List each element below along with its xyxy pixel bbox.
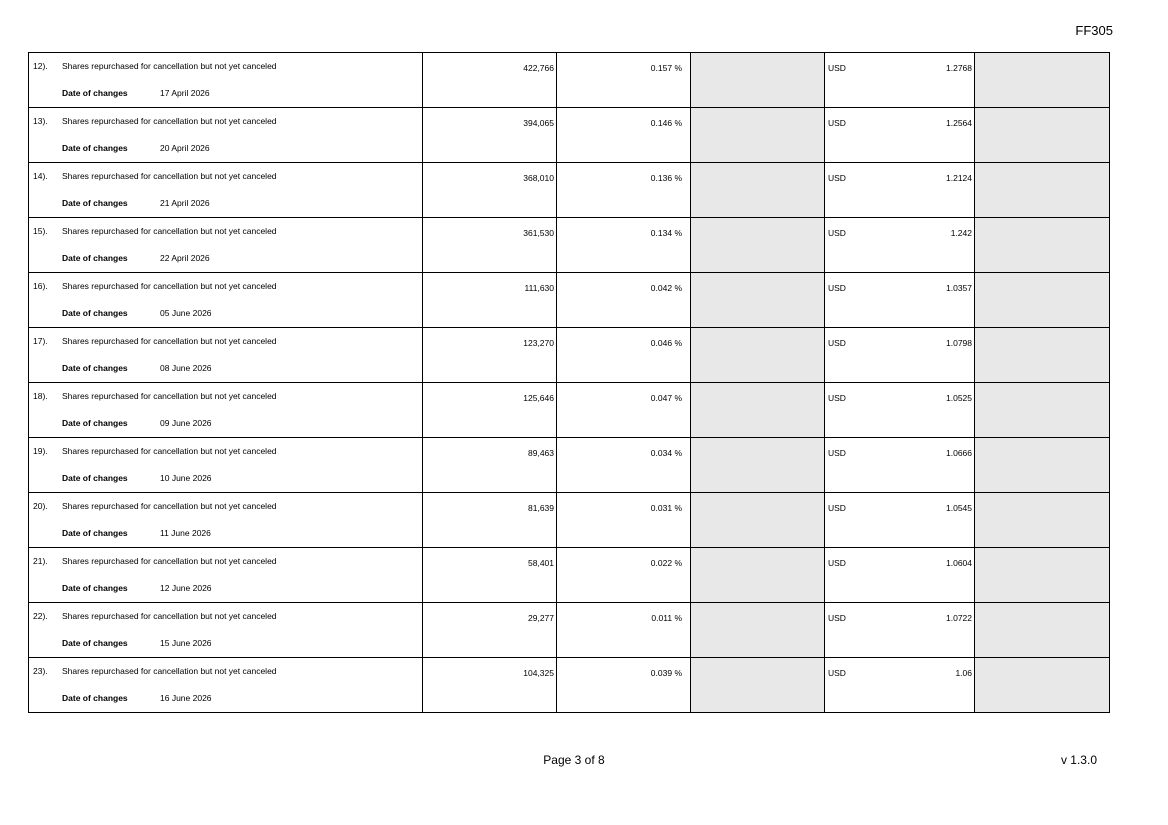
table-row xyxy=(29,658,1110,713)
row-number: 23). xyxy=(33,666,48,676)
shares-cell xyxy=(423,658,557,712)
shaded-cell xyxy=(691,548,825,602)
currency-value: USD xyxy=(828,173,846,183)
description-cell xyxy=(29,603,423,657)
percent-value: 0.047 % xyxy=(650,393,682,403)
price-value: 1.0525 xyxy=(946,393,972,403)
price-cell xyxy=(825,603,975,657)
shares-value: 89,463 xyxy=(528,448,554,458)
percent-cell xyxy=(557,493,691,547)
currency-value: USD xyxy=(828,448,846,458)
shaded-cell xyxy=(975,108,1110,162)
row-description: Shares repurchased for cancellation but not yet canceled xyxy=(62,501,277,511)
version-label: v 1.3.0 xyxy=(1060,753,1097,767)
row-description: Shares repurchased for cancellation but not yet canceled xyxy=(62,61,277,71)
shares-value: 123,270 xyxy=(523,338,554,348)
date-of-changes-label: Date of changes xyxy=(62,583,128,593)
percent-cell xyxy=(557,548,691,602)
percent-value: 0.011 % xyxy=(651,613,682,623)
shaded-cell xyxy=(975,548,1110,602)
row-number: 17). xyxy=(33,336,48,346)
currency-value: USD xyxy=(828,668,846,678)
description-cell xyxy=(29,163,423,217)
date-of-changes-label: Date of changes xyxy=(62,88,128,98)
row-description: Shares repurchased for cancellation but not yet canceled xyxy=(62,446,277,456)
row-description: Shares repurchased for cancellation but not yet canceled xyxy=(62,281,277,291)
price-cell xyxy=(825,163,975,217)
date-of-changes-label: Date of changes xyxy=(62,418,128,428)
price-value: 1.0666 xyxy=(946,448,972,458)
shaded-cell xyxy=(975,603,1110,657)
shares-cell xyxy=(423,53,557,107)
shares-value: 125,646 xyxy=(523,393,554,403)
percent-cell xyxy=(557,273,691,327)
percent-value: 0.034 % xyxy=(650,448,682,458)
percent-value: 0.146 % xyxy=(650,118,682,128)
shaded-cell xyxy=(975,53,1110,107)
shaded-cell xyxy=(691,273,825,327)
description-cell xyxy=(29,493,423,547)
table-row xyxy=(29,493,1110,548)
percent-value: 0.136 % xyxy=(650,173,682,183)
date-of-changes-value: 16 June 2026 xyxy=(160,693,212,703)
description-cell xyxy=(29,218,423,272)
shares-value: 394,065 xyxy=(523,118,554,128)
shares-cell xyxy=(423,603,557,657)
shaded-cell xyxy=(975,328,1110,382)
date-of-changes-value: 10 June 2026 xyxy=(160,473,212,483)
percent-cell xyxy=(557,328,691,382)
shares-cell xyxy=(423,493,557,547)
date-of-changes-label: Date of changes xyxy=(62,308,128,318)
shares-value: 361,530 xyxy=(523,228,554,238)
page-number: Page 3 of 8 xyxy=(543,753,605,767)
percent-cell xyxy=(557,108,691,162)
row-description: Shares repurchased for cancellation but not yet canceled xyxy=(62,556,277,566)
description-cell xyxy=(29,383,423,437)
date-of-changes-value: 20 April 2026 xyxy=(160,143,210,153)
description-cell xyxy=(29,328,423,382)
date-of-changes-label: Date of changes xyxy=(62,363,128,373)
table-row xyxy=(29,328,1110,383)
date-of-changes-value: 21 April 2026 xyxy=(160,198,210,208)
shares-cell xyxy=(423,328,557,382)
shares-value: 81,639 xyxy=(528,503,554,513)
description-cell xyxy=(29,53,423,107)
price-cell xyxy=(825,273,975,327)
repurchase-table xyxy=(28,52,1110,713)
row-description: Shares repurchased for cancellation but not yet canceled xyxy=(62,611,277,621)
date-of-changes-value: 15 June 2026 xyxy=(160,638,212,648)
percent-cell xyxy=(557,53,691,107)
percent-cell xyxy=(557,658,691,712)
shaded-cell xyxy=(691,383,825,437)
row-number: 15). xyxy=(33,226,48,236)
row-description: Shares repurchased for cancellation but not yet canceled xyxy=(62,226,277,236)
price-cell xyxy=(825,658,975,712)
row-number: 22). xyxy=(33,611,48,621)
price-value: 1.2564 xyxy=(946,118,972,128)
price-value: 1.0798 xyxy=(946,338,972,348)
price-cell xyxy=(825,548,975,602)
currency-value: USD xyxy=(828,63,846,73)
table-row xyxy=(29,438,1110,493)
date-of-changes-value: 11 June 2026 xyxy=(160,528,211,538)
percent-cell xyxy=(557,383,691,437)
description-cell xyxy=(29,108,423,162)
table-row xyxy=(29,273,1110,328)
percent-cell xyxy=(557,218,691,272)
row-number: 18). xyxy=(33,391,48,401)
percent-value: 0.042 % xyxy=(650,283,682,293)
shaded-cell xyxy=(975,493,1110,547)
date-of-changes-label: Date of changes xyxy=(62,198,128,208)
price-value: 1.06 xyxy=(955,668,972,678)
shares-value: 422,766 xyxy=(523,63,554,73)
currency-value: USD xyxy=(828,118,846,128)
date-of-changes-value: 09 June 2026 xyxy=(160,418,212,428)
row-description: Shares repurchased for cancellation but not yet canceled xyxy=(62,116,277,126)
date-of-changes-label: Date of changes xyxy=(62,693,128,703)
price-value: 1.0357 xyxy=(946,283,972,293)
shares-cell xyxy=(423,438,557,492)
table-row xyxy=(29,218,1110,273)
date-of-changes-value: 08 June 2026 xyxy=(160,363,212,373)
table-row xyxy=(29,53,1110,108)
date-of-changes-label: Date of changes xyxy=(62,253,128,263)
percent-value: 0.046 % xyxy=(650,338,682,348)
shaded-cell xyxy=(691,108,825,162)
currency-value: USD xyxy=(828,283,846,293)
price-value: 1.0545 xyxy=(946,503,972,513)
currency-value: USD xyxy=(828,338,846,348)
price-cell xyxy=(825,53,975,107)
currency-value: USD xyxy=(828,393,846,403)
price-cell xyxy=(825,383,975,437)
shaded-cell xyxy=(975,163,1110,217)
shaded-cell xyxy=(691,603,825,657)
price-cell xyxy=(825,108,975,162)
row-description: Shares repurchased for cancellation but not yet canceled xyxy=(62,391,277,401)
currency-value: USD xyxy=(828,503,846,513)
row-description: Shares repurchased for cancellation but not yet canceled xyxy=(62,666,277,676)
row-number: 13). xyxy=(33,116,48,126)
shaded-cell xyxy=(691,53,825,107)
shares-value: 58,401 xyxy=(528,558,554,568)
date-of-changes-value: 12 June 2026 xyxy=(160,583,212,593)
price-cell xyxy=(825,218,975,272)
row-description: Shares repurchased for cancellation but not yet canceled xyxy=(62,171,277,181)
shaded-cell xyxy=(975,383,1110,437)
percent-value: 0.031 % xyxy=(650,503,682,513)
shaded-cell xyxy=(975,658,1110,712)
percent-cell xyxy=(557,603,691,657)
shaded-cell xyxy=(691,328,825,382)
row-number: 16). xyxy=(33,281,48,291)
shaded-cell xyxy=(691,163,825,217)
percent-cell xyxy=(557,438,691,492)
row-number: 19). xyxy=(33,446,48,456)
percent-cell xyxy=(557,163,691,217)
currency-value: USD xyxy=(828,228,846,238)
percent-value: 0.157 % xyxy=(650,63,682,73)
row-number: 14). xyxy=(33,171,48,181)
price-value: 1.2768 xyxy=(946,63,972,73)
description-cell xyxy=(29,658,423,712)
percent-value: 0.134 % xyxy=(650,228,682,238)
form-code: FF305 xyxy=(1075,23,1113,38)
shaded-cell xyxy=(975,273,1110,327)
shaded-cell xyxy=(691,493,825,547)
date-of-changes-label: Date of changes xyxy=(62,638,128,648)
description-cell xyxy=(29,548,423,602)
price-value: 1.2124 xyxy=(946,173,972,183)
shaded-cell xyxy=(691,438,825,492)
date-of-changes-label: Date of changes xyxy=(62,528,128,538)
row-number: 20). xyxy=(33,501,48,511)
shaded-cell xyxy=(975,438,1110,492)
date-of-changes-label: Date of changes xyxy=(62,473,128,483)
description-cell xyxy=(29,273,423,327)
price-cell xyxy=(825,438,975,492)
date-of-changes-value: 05 June 2026 xyxy=(160,308,212,318)
shares-value: 368,010 xyxy=(523,173,554,183)
table-row xyxy=(29,163,1110,218)
date-of-changes-value: 22 April 2026 xyxy=(160,253,210,263)
row-description: Shares repurchased for cancellation but not yet canceled xyxy=(62,336,277,346)
shares-value: 104,325 xyxy=(523,668,554,678)
price-value: 1.0722 xyxy=(946,613,972,623)
currency-value: USD xyxy=(828,613,846,623)
price-value: 1.0604 xyxy=(946,558,972,568)
percent-value: 0.022 % xyxy=(650,558,682,568)
shaded-cell xyxy=(975,218,1110,272)
currency-value: USD xyxy=(828,558,846,568)
percent-value: 0.039 % xyxy=(650,668,682,678)
shaded-cell xyxy=(691,658,825,712)
row-number: 12). xyxy=(33,61,48,71)
date-of-changes-label: Date of changes xyxy=(62,143,128,153)
price-cell xyxy=(825,493,975,547)
table-row xyxy=(29,383,1110,438)
row-number: 21). xyxy=(33,556,48,566)
table-row xyxy=(29,108,1110,163)
date-of-changes-value: 17 April 2026 xyxy=(160,88,210,98)
table-row xyxy=(29,603,1110,658)
price-value: 1.242 xyxy=(950,228,972,238)
shares-value: 29,277 xyxy=(528,613,554,623)
shares-cell xyxy=(423,218,557,272)
shares-cell xyxy=(423,273,557,327)
price-cell xyxy=(825,328,975,382)
description-cell xyxy=(29,438,423,492)
shares-cell xyxy=(423,108,557,162)
shares-cell xyxy=(423,383,557,437)
table-row xyxy=(29,548,1110,603)
shares-cell xyxy=(423,163,557,217)
shares-value: 111,630 xyxy=(524,283,554,293)
shaded-cell xyxy=(691,218,825,272)
shares-cell xyxy=(423,548,557,602)
